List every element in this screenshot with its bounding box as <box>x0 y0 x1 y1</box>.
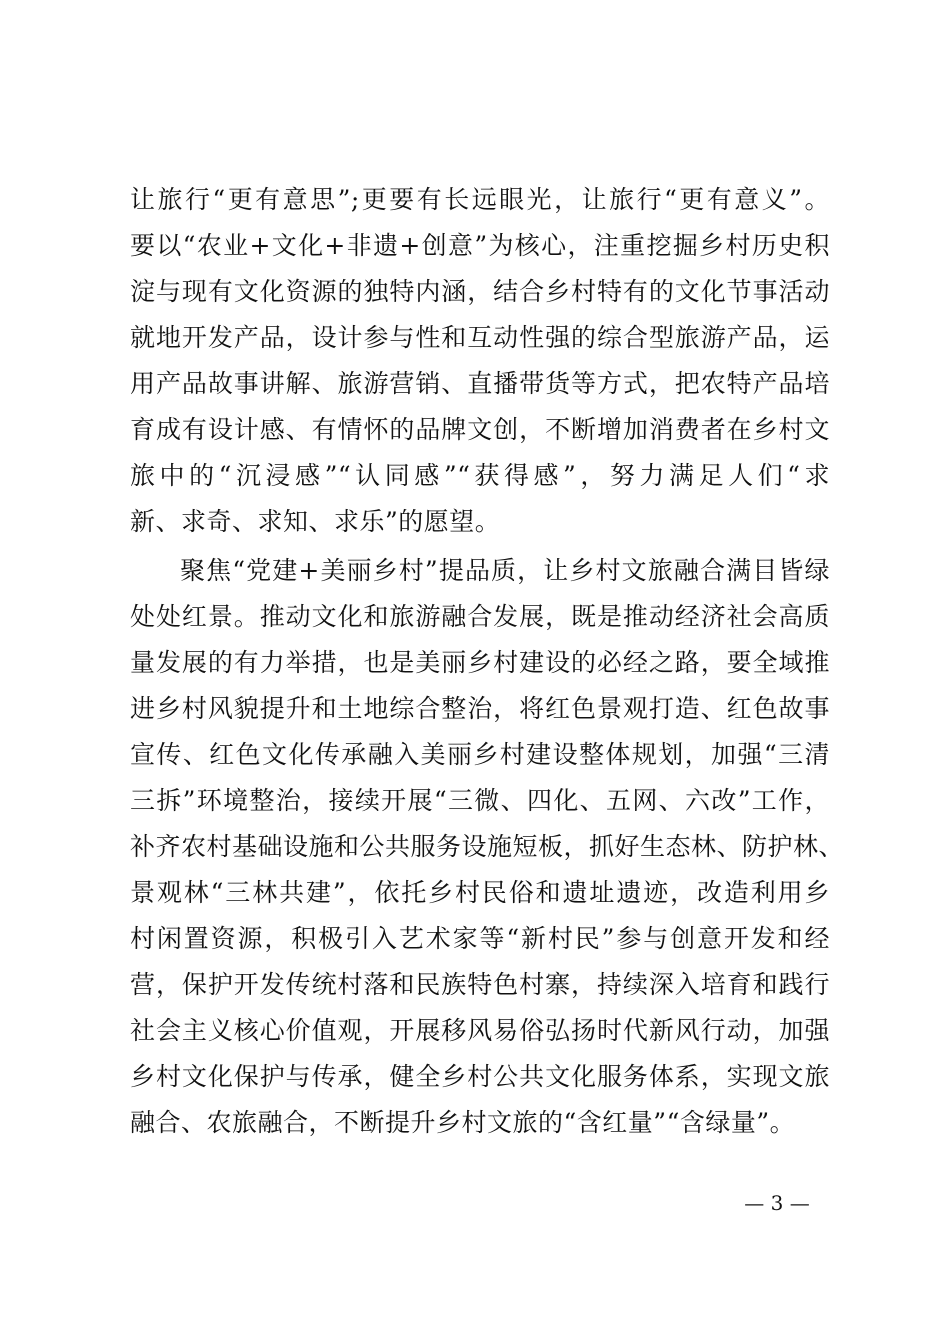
paragraph-line: 育成有设计感、有情怀的品牌文创，不断增加消费者在乡村文 <box>130 415 830 444</box>
paragraph-line: 用产品故事讲解、旅游营销、直播带货等方式，把农特产品培 <box>130 369 830 398</box>
page-number: — 3 — <box>744 1191 810 1215</box>
paragraph-line: 让旅行“更有意思”;更要有长远眼光，让旅行“更有意义”。 <box>130 185 830 214</box>
paragraph-line: 融合、农旅融合，不断提升乡村文旅的“含红量”“含绿量”。 <box>130 1108 796 1137</box>
paragraph-line: 新、求奇、求知、求乐”的愿望。 <box>130 507 501 536</box>
paragraph-line: 进乡村风貌提升和土地综合整治，将红色景观打造、红色故事 <box>130 694 830 723</box>
paragraph-line: 社会主义核心价值观，开展移风易俗弘扬时代新风行动，加强 <box>130 1016 830 1045</box>
paragraph-line: 三拆”环境整治，接续开展“三微、四化、五网、六改”工作， <box>130 786 830 815</box>
paragraph-line: 要以“农业+文化+非遗+创意”为核心，注重挖掘乡村历史积 <box>130 231 830 260</box>
paragraph-line: 补齐农村基础设施和公共服务设施短板，抓好生态林、防护林、 <box>130 832 845 861</box>
paragraph-line: 村闲置资源，积极引入艺术家等“新村民”参与创意开发和经 <box>130 924 830 953</box>
paragraph-line: 营，保护开发传统村落和民族特色村寨，持续深入培育和践行 <box>130 970 830 999</box>
paragraph-line: 宣传、红色文化传承融入美丽乡村建设整体规划，加强“三清 <box>130 740 830 769</box>
paragraph-line: 量发展的有力举措，也是美丽乡村建设的必经之路，要全域推 <box>130 648 830 677</box>
paragraph-line: 景观林“三林共建”，依托乡村民俗和遗址遗迹，改造利用乡 <box>130 878 830 907</box>
paragraph-line: 旅中的“沉浸感”“认同感”“获得感”，努力满足人们“求 <box>130 461 830 490</box>
paragraph-line: 乡村文化保护与传承，健全乡村公共文化服务体系，实现文旅 <box>130 1062 830 1091</box>
paragraph-line: 处处红景。推动文化和旅游融合发展，既是推动经济社会高质 <box>130 602 830 631</box>
paragraph-line: 聚焦“党建+美丽乡村”提品质，让乡村文旅融合满目皆绿 <box>180 556 830 585</box>
paragraph-line: 就地开发产品，设计参与性和互动性强的综合型旅游产品，运 <box>130 323 830 352</box>
paragraph-line: 淀与现有文化资源的独特内涵，结合乡村特有的文化节事活动 <box>130 277 830 306</box>
